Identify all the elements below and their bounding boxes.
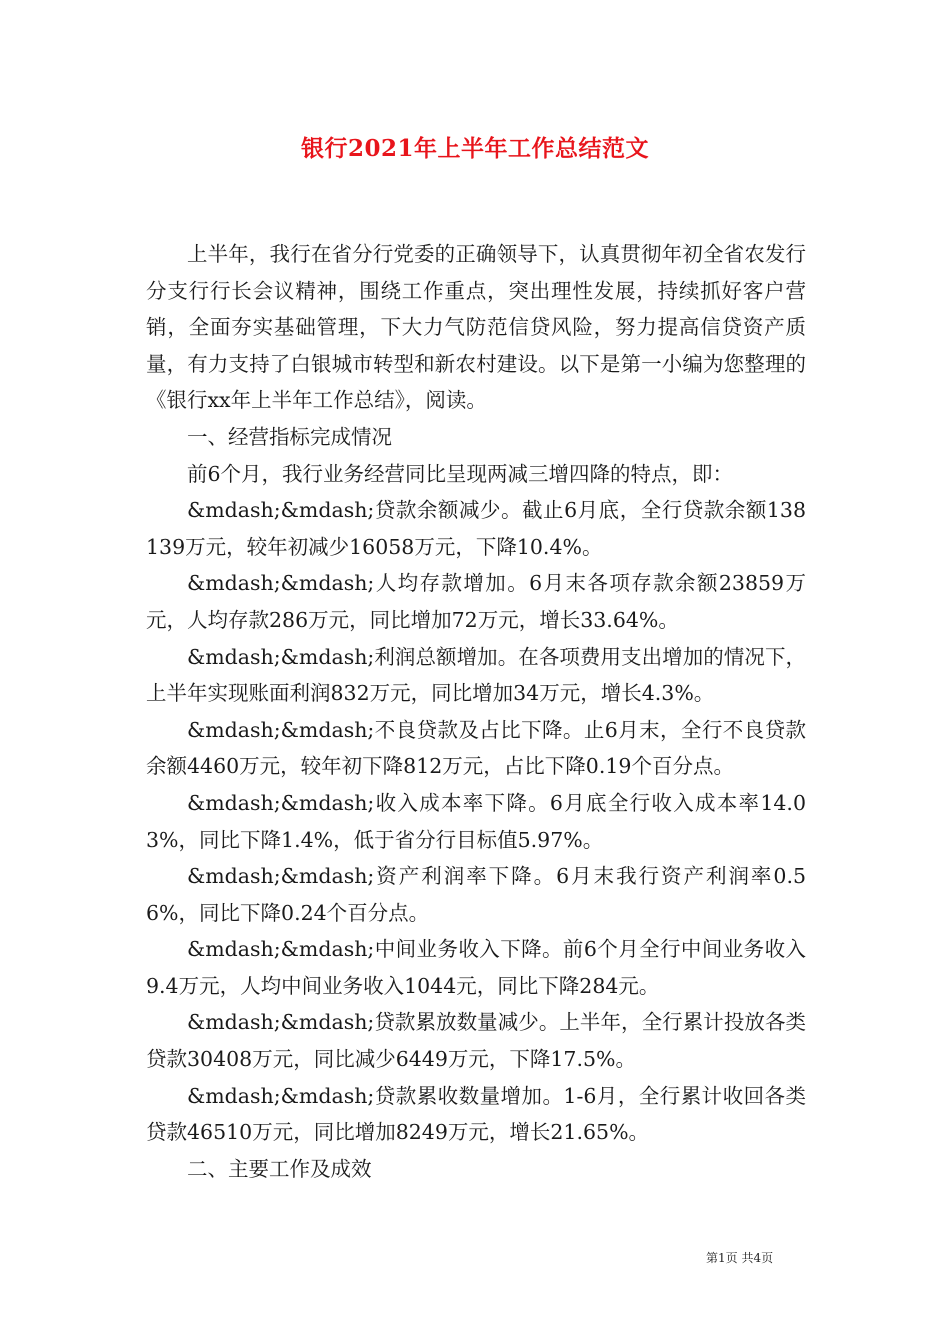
section-heading-1: 一、经营指标完成情况 (187, 424, 392, 449)
paragraph-item: &mdash;&mdash;利润总额增加。在各项费用支出增加的情况下，上半年实现账面利润832万元，同比增加34万元，增长4.3%。 (146, 644, 806, 706)
paragraph-item: &mdash;&mdash;中间业务收入下降。前6个月全行中间业务收入9.4万元，人均中间业务收入1044元，同比下降284元。 (146, 937, 806, 998)
paragraph-summary: 前6个月，我行业务经营同比呈现两减三增四降的特点，即： (187, 461, 734, 486)
paragraph-item: &mdash;&mdash;收入成本率下降。6月底全行收入成本率14.03%，同比下降1.4%，低于省分行目标值5.97%。 (146, 790, 806, 852)
paragraph-item: &mdash;&mdash;贷款余额减少。截止6月底，全行贷款余额138139万元，较年初减少16058万元，下降10.4%。 (146, 498, 806, 559)
paragraph-item: &mdash;&mdash;人均存款增加。6月末各项存款余额23859万元，人均存款286万元，同比增加72万元，增长33.64%。 (146, 571, 806, 632)
paragraph-item: &mdash;&mdash;资产利润率下降。6月末我行资产利润率0.56%，同比下降0.24个百分点。 (146, 864, 806, 925)
document-body (146, 236, 806, 1187)
paragraph-item: &mdash;&mdash;贷款累放数量减少。上半年，全行累计投放各类贷款30408万元，同比减少6449万元，下降17.5%。 (146, 1010, 806, 1072)
document-title: 银行2021年上半年工作总结范文 (300, 135, 649, 162)
paragraph-intro: 上半年，我行在省分行党委的正确领导下，认真贯彻年初全省农发行分支行行长会议精神，围绕工作重点，突出理性发展，持续抓好客户营销，全面夯实基础管理，下大力气防范信贷风险，努力提高信贷资产质量，有力支持了白银城市转型和新农村建设。以下是第一小编为您整理的《银行xx年上半年工作总结》，阅读。 (146, 242, 806, 413)
section-heading-2: 二、主要工作及成效 (187, 1156, 372, 1181)
page-number: 第1页 共4页 (706, 1251, 774, 1265)
paragraph-item: &mdash;&mdash;贷款累收数量增加。1-6月，全行累计收回各类贷款46510万元，同比增加8249万元，增长21.65%。 (146, 1083, 806, 1145)
paragraph-item: &mdash;&mdash;不良贷款及占比下降。止6月末，全行不良贷款余额4460万元，较年初下降812万元，占比下降0.19个百分点。 (146, 717, 806, 779)
